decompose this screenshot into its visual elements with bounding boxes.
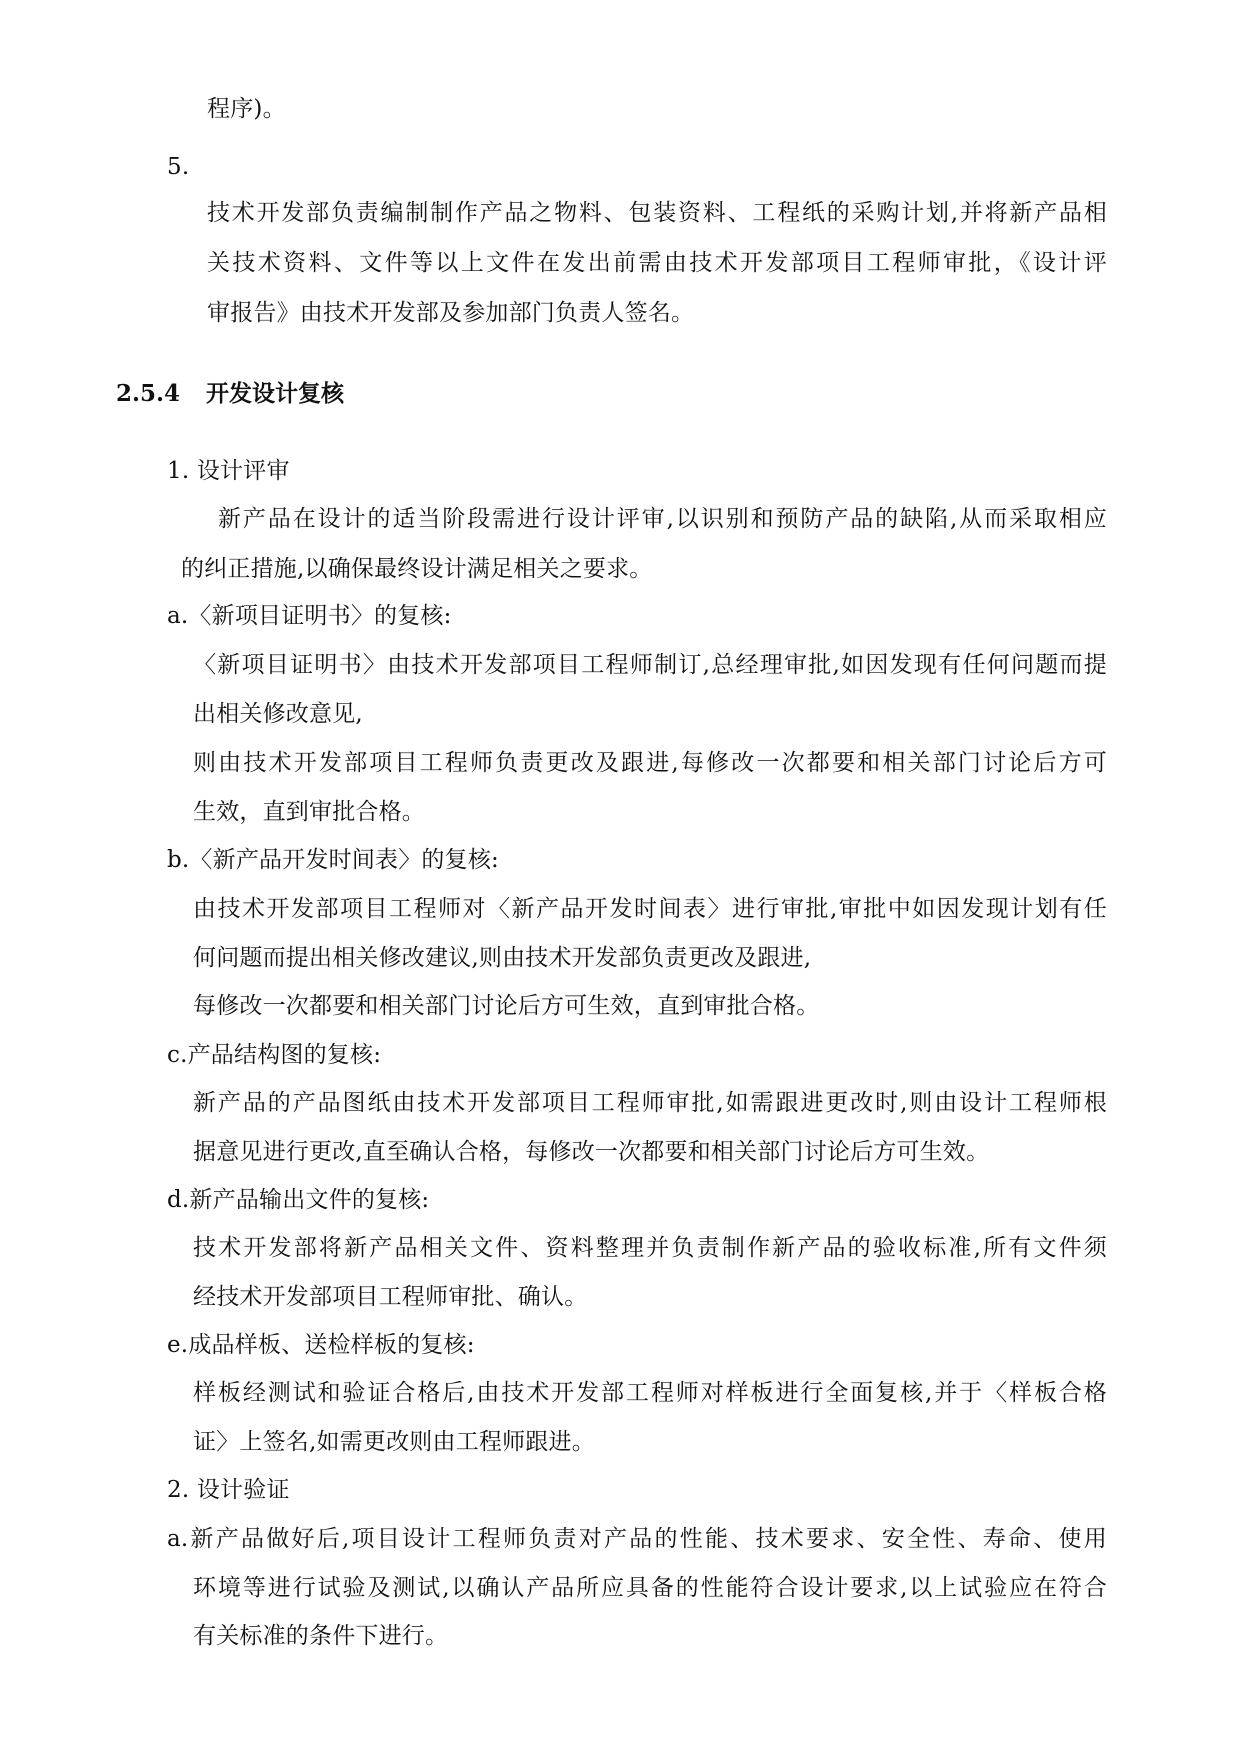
paragraph-line: 据意见进行更改,直至确认合格，每修改一次都要和相关部门讨论后方可生效。 bbox=[193, 1139, 990, 1165]
paragraph-line: 证〉上签名,如需更改则由工程师跟进。 bbox=[193, 1429, 595, 1455]
paragraph-line: 出相关修改意见, bbox=[193, 701, 363, 727]
paragraph-line: 则由技术开发部项目工程师负责更改及跟进,每修改一次都要和相关部门讨论后方可 bbox=[193, 750, 1107, 776]
paragraph-line: 审报告》由技术开发部及参加部门负责人签名。 bbox=[207, 300, 695, 326]
paragraph-line: 每修改一次都要和相关部门讨论后方可生效，直到审批合格。 bbox=[193, 993, 820, 1019]
list-item-label: a.〈新项目证明书〉的复核: bbox=[167, 603, 452, 629]
paragraph-line: 经技术开发部项目工程师审批、确认。 bbox=[193, 1284, 588, 1310]
section-title: 开发设计复核 bbox=[206, 380, 344, 407]
subsection-heading: 2. 设计验证 bbox=[167, 1477, 290, 1503]
paragraph-line: 环境等进行试验及测试,以确认产品所应具备的性能符合设计要求,以上试验应在符合 bbox=[193, 1575, 1107, 1601]
paragraph-line: 新产品的产品图纸由技术开发部项目工程师审批,如需跟进更改时,则由设计工程师根 bbox=[193, 1090, 1107, 1116]
paragraph-line: 技术开发部负责编制制作产品之物料、包装资料、工程纸的采购计划,并将新产品相 bbox=[207, 200, 1107, 226]
paragraph-line: a.新产品做好后,项目设计工程师负责对产品的性能、技术要求、安全性、寿命、使用 bbox=[167, 1526, 1107, 1552]
paragraph-line: 〈新项目证明书〉由技术开发部项目工程师制订,总经理审批,如因发现有任何问题而提 bbox=[193, 652, 1107, 678]
section-number: 2.5.4 bbox=[116, 380, 181, 407]
list-item-label: d.新产品输出文件的复核: bbox=[167, 1187, 430, 1213]
paragraph-line: 技术开发部将新产品相关文件、资料整理并负责制作新产品的验收标准,所有文件须 bbox=[193, 1235, 1107, 1261]
paragraph-line: 的纠正措施,以确保最终设计满足相关之要求。 bbox=[181, 556, 653, 582]
paragraph-line: 生效，直到审批合格。 bbox=[193, 799, 425, 825]
continuation-text: 程序)。 bbox=[207, 96, 286, 122]
paragraph-line: 由技术开发部项目工程师对〈新产品开发时间表〉进行审批,审批中如因发现计划有任 bbox=[193, 896, 1107, 922]
paragraph-line: 何问题而提出相关修改建议,则由技术开发部负责更改及跟进, bbox=[193, 945, 812, 971]
paragraph-line: 有关标准的条件下进行。 bbox=[193, 1623, 449, 1649]
paragraph-line: 样板经测试和验证合格后,由技术开发部工程师对样板进行全面复核,并于〈样板合格 bbox=[193, 1380, 1107, 1406]
paragraph-line: 关技术资料、文件等以上文件在发出前需由技术开发部项目工程师审批，《设计评 bbox=[207, 250, 1107, 276]
paragraph-line: 新产品在设计的适当阶段需进行设计评审,以识别和预防产品的缺陷,从而采取相应 bbox=[218, 506, 1107, 532]
list-item-label: b.〈新产品开发时间表〉的复核: bbox=[167, 847, 499, 873]
subsection-heading: 1. 设计评审 bbox=[167, 458, 290, 484]
list-item-label: e.成品样板、送检样板的复核: bbox=[167, 1332, 475, 1358]
item-number: 5. bbox=[167, 154, 190, 180]
list-item-label: c.产品结构图的复核: bbox=[167, 1042, 382, 1068]
